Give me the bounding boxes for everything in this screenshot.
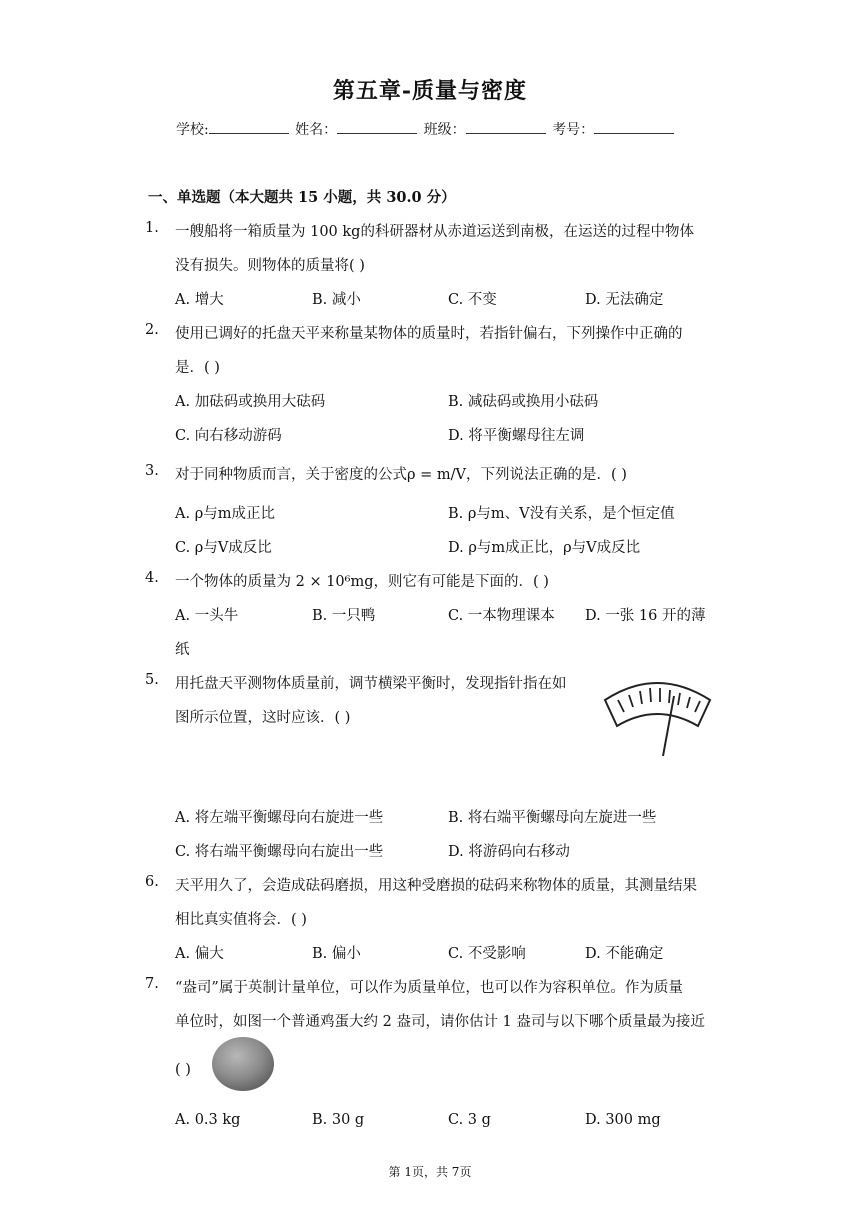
question-5-text-line-2: 图所示位置，这时应该．( ) [175, 710, 351, 726]
page-footer: 第 1页，共 7页 [388, 1165, 472, 1179]
question-6-option-a[interactable]: A. 偏大 [175, 946, 224, 962]
question-3-number: 3. [145, 463, 159, 479]
question-7-option-d[interactable]: D. 300 mg [585, 1112, 661, 1128]
section-heading: 一、单选题（本大题共 15 小题，共 30.0 分） [148, 189, 456, 206]
question-7-option-c[interactable]: C. 3 g [448, 1112, 491, 1128]
question-5-option-b[interactable]: B. 将右端平衡螺母向左旋进一些 [448, 810, 657, 826]
question-4-number: 4. [145, 570, 159, 586]
question-5-number: 5. [145, 672, 159, 688]
question-6-option-c[interactable]: C. 不受影响 [448, 946, 526, 962]
name-blank[interactable] [337, 119, 417, 134]
question-6-number: 6. [145, 874, 159, 890]
question-2-option-d[interactable]: D. 将平衡螺母往左调 [448, 428, 585, 444]
question-6-text-line-1: 天平用久了，会造成砝码磨损，用这种受磨损的砝码来称物体的质量，其测量结果 [175, 878, 697, 894]
question-4-option-d-wrap: 纸 [175, 642, 190, 658]
school-label: 学校: [176, 122, 209, 138]
question-7-option-b[interactable]: B. 30 g [312, 1112, 365, 1128]
question-3-option-b[interactable]: B. ρ与m、V没有关系，是个恒定值 [448, 506, 675, 522]
question-4-text-line-1: 一个物体的质量为 2 × 10⁶mg，则它有可能是下面的．( ) [175, 574, 549, 590]
question-5-text-line-1: 用托盘天平测物体质量前，调节横梁平衡时，发现指针指在如 [175, 676, 567, 692]
question-2-option-b[interactable]: B. 减砝码或换用小砝码 [448, 394, 599, 410]
exam-number-blank[interactable] [594, 119, 674, 134]
question-6-option-d[interactable]: D. 不能确定 [585, 946, 664, 962]
question-7-text-line-2: 单位时，如图一个普通鸡蛋大约 2 盎司，请你估计 1 盎司与以下哪个质量最为接近 [175, 1014, 705, 1030]
name-label: 姓名： [295, 122, 338, 138]
question-1-text-line-2: 没有损失。则物体的质量将( ) [175, 258, 365, 274]
exam-number-label: 考号： [552, 122, 595, 138]
question-3-option-a[interactable]: A. ρ与m成正比 [175, 506, 275, 522]
question-3-option-d[interactable]: D. ρ与m成正比，ρ与V成反比 [448, 540, 641, 556]
question-7-text-line-3: ( ) [175, 1062, 191, 1078]
question-1-option-b[interactable]: B. 减小 [312, 292, 361, 308]
question-7-option-a[interactable]: A. 0.3 kg [175, 1112, 241, 1128]
question-7-text-line-1: “盎司”属于英制计量单位，可以作为质量单位，也可以作为容积单位。作为质量 [175, 980, 683, 996]
class-label: 班级： [423, 122, 466, 138]
question-1-option-a[interactable]: A. 增大 [175, 292, 224, 308]
question-5-option-a[interactable]: A. 将左端平衡螺母向右旋进一些 [175, 810, 384, 826]
question-6-text-line-2: 相比真实值将会．( ) [175, 912, 307, 928]
question-7-number: 7. [145, 976, 159, 992]
question-5-option-c[interactable]: C. 将右端平衡螺母向右旋出一些 [175, 844, 384, 860]
question-1-option-c[interactable]: C. 不变 [448, 292, 497, 308]
question-2-number: 2. [145, 322, 159, 338]
question-1-option-d[interactable]: D. 无法确定 [585, 292, 664, 308]
question-6-option-b[interactable]: B. 偏小 [312, 946, 361, 962]
student-info-line [176, 119, 676, 139]
balance-scale-figure [600, 668, 715, 760]
egg-image [210, 1035, 276, 1093]
school-blank[interactable] [209, 119, 289, 134]
question-3-option-c[interactable]: C. ρ与V成反比 [175, 540, 272, 556]
question-1-text-line-1: 一艘船将一箱质量为 100 kg的科研器材从赤道运送到南极，在运送的过程中物体 [175, 224, 694, 240]
question-1-number: 1. [145, 220, 159, 236]
question-4-option-b[interactable]: B. 一只鸭 [312, 608, 376, 624]
question-2-text-line-2: 是．( ) [175, 360, 220, 376]
class-blank[interactable] [466, 119, 546, 134]
question-3-text-line-1: 对于同种物质而言，关于密度的公式ρ = m/V，下列说法正确的是．( ) [175, 467, 627, 483]
question-4-option-a[interactable]: A. 一头牛 [175, 608, 239, 624]
question-2-option-a[interactable]: A. 加砝码或换用大砝码 [175, 394, 326, 410]
question-4-option-d[interactable]: D. 一张 16 开的薄 [585, 608, 706, 624]
question-4-option-c[interactable]: C. 一本物理课本 [448, 608, 555, 624]
question-2-text-line-1: 使用已调好的托盘天平来称量某物体的质量时，若指针偏右，下列操作中正确的 [175, 326, 683, 342]
page-title: 第五章-质量与密度 [332, 78, 528, 104]
question-5-option-d[interactable]: D. 将游码向右移动 [448, 844, 570, 860]
question-2-option-c[interactable]: C. 向右移动游码 [175, 428, 282, 444]
